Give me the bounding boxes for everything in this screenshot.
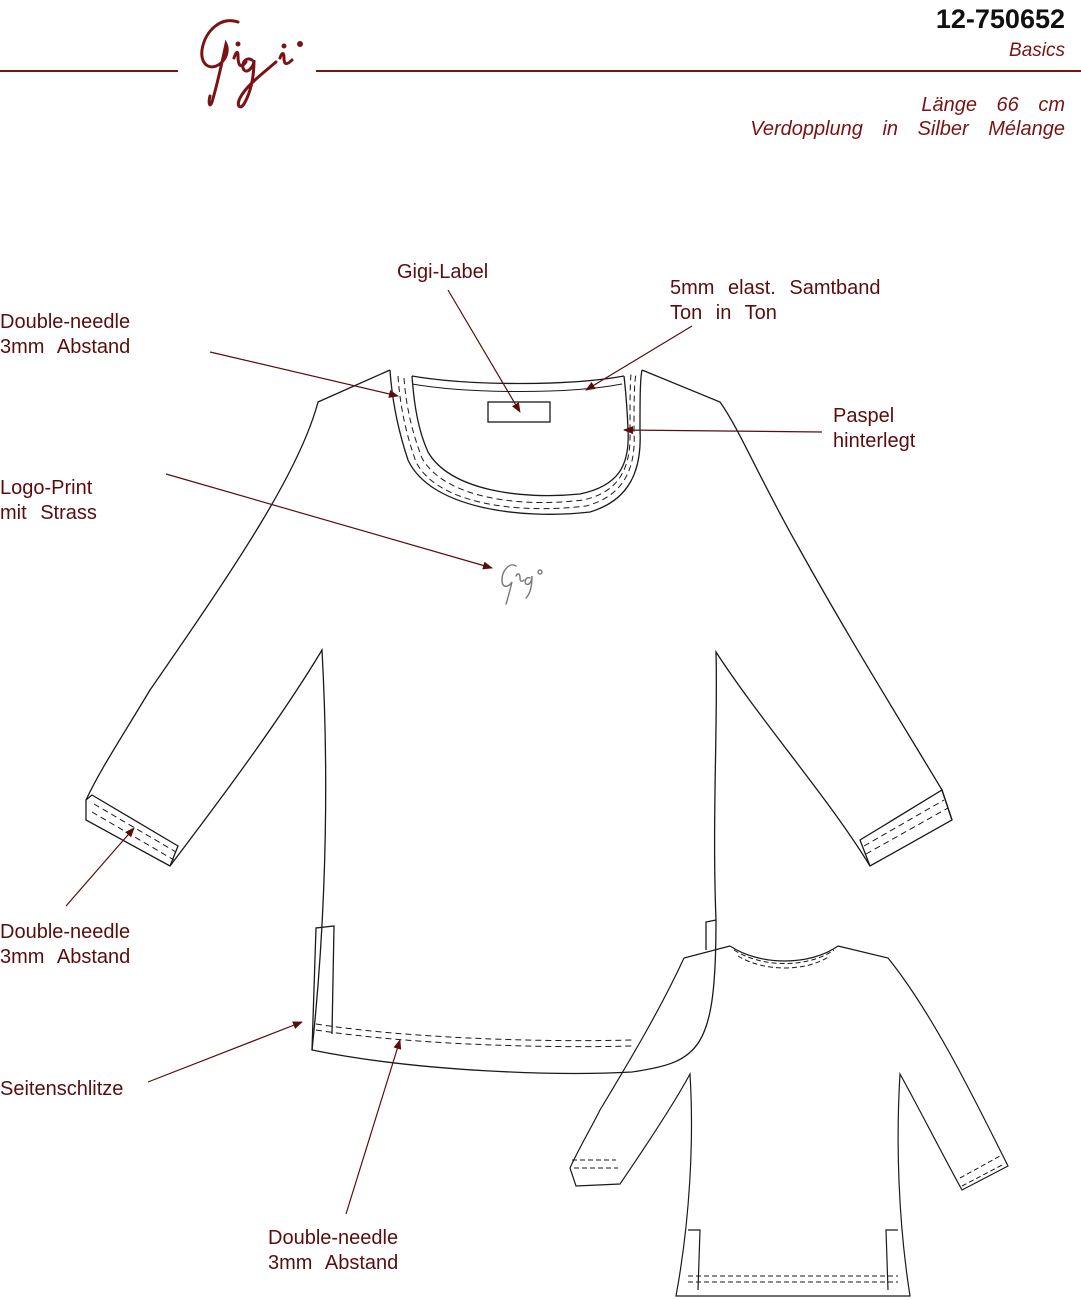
callout-paspel-line1: Paspel <box>833 405 895 427</box>
callout-gigi-label: Gigi-Label <box>397 261 489 283</box>
arrow-hem-needle <box>346 1040 400 1214</box>
spec-length: Länge 66 cm <box>921 94 1065 116</box>
arrow-paspel <box>624 430 822 432</box>
callout-logo-print-line1: Logo-Print <box>0 477 93 499</box>
front-view <box>86 370 952 1073</box>
callout-samtband-line1: 5mm elast. Samtband <box>670 277 881 299</box>
front-outline <box>86 370 952 1073</box>
spec-lining: Verdopplung in Silber Mélange <box>750 118 1065 140</box>
callout-sleeve-needle-line1: Double-needle <box>0 921 131 943</box>
back-neck <box>412 376 624 384</box>
collection-name: Basics <box>1009 40 1065 61</box>
callout-hem-needle-line2: 3mm Abstand <box>268 1252 399 1274</box>
arrow-slits <box>148 1022 302 1082</box>
callout-slits: Seitenschlitze <box>0 1078 124 1100</box>
arrow-sleeve-needle <box>66 828 134 906</box>
back-outline <box>570 946 1008 1296</box>
neckline-inner <box>412 376 628 496</box>
callout-sleeve-needle-line2: 3mm Abstand <box>0 946 131 968</box>
callout-samtband-line2: Ton in Ton <box>670 302 777 324</box>
callout-logo-print-line2: mit Strass <box>0 502 97 524</box>
back-view <box>570 946 1008 1296</box>
arrow-gigi-label <box>448 290 520 412</box>
gigi-label-patch <box>488 402 550 422</box>
callout-paspel-line2: hinterlegt <box>833 430 916 452</box>
arrow-samtband <box>586 326 692 390</box>
callout-neck-needle-line1: Double-needle <box>0 311 131 333</box>
callout-hem-needle-line1: Double-needle <box>268 1227 399 1249</box>
arrow-logo-print <box>166 474 492 568</box>
logo-print <box>502 565 542 604</box>
arrow-neck-needle <box>210 352 398 396</box>
article-number: 12-750652 <box>935 4 1065 34</box>
callout-neck-needle-line2: 3mm Abstand <box>0 336 131 358</box>
